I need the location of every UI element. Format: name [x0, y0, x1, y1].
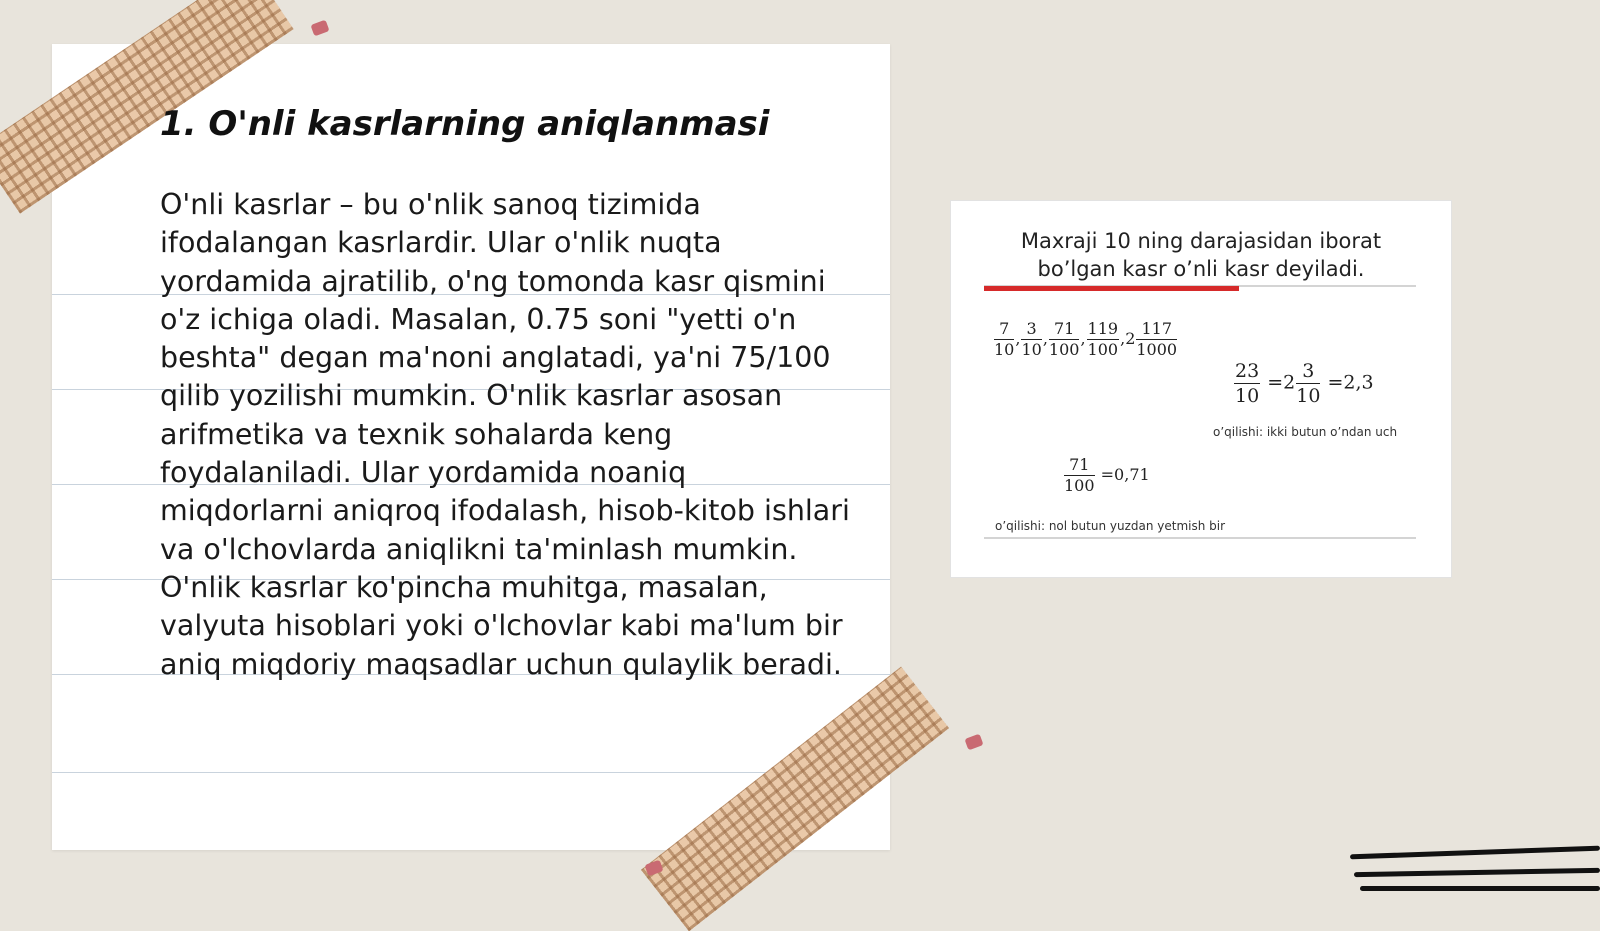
- slide-title: 1. O'nli kasrlarning aniqlanmasi: [160, 104, 770, 144]
- fraction-list: $\frac{7}{10}$ , $\frac{3}{10}$ , $\frac{71}{100}$ , $\frac{119}{100}$ ,2 $\frac{117}{1000}$: [994, 319, 1178, 359]
- stroke: [1350, 846, 1600, 860]
- decimal-fraction-figure: [950, 200, 1452, 578]
- fraction: $\frac{71}{100}$: [1064, 455, 1095, 495]
- stroke: [1354, 868, 1600, 877]
- figure-title: Maxraji 10 ning darajasidan iborat bo’lgan kasr o’nli kasr deyiladi.: [1020, 229, 1382, 281]
- stroke: [1360, 886, 1600, 891]
- fraction: $\frac{7}{10}$: [994, 319, 1015, 359]
- fraction: $\frac{3}{10}$: [1296, 360, 1321, 407]
- mixed-number-example: $\frac{23}{10}$ =2 $\frac{3}{10}$ =2,3: [1235, 360, 1374, 407]
- fraction: $\frac{117}{1000}$: [1136, 319, 1178, 359]
- fraction: $\frac{23}{10}$: [1235, 360, 1260, 407]
- figure-accent-line: [984, 286, 1239, 291]
- fraction: $\frac{119}{100}$: [1087, 319, 1119, 359]
- decimal-example: $\frac{71}{100}$ =0,71: [1064, 455, 1150, 495]
- caption-reading-2: o’qilishi: nol butun yuzdan yetmish bir: [995, 519, 1226, 533]
- tape-tip: [310, 20, 329, 37]
- figure-rule: [984, 537, 1416, 539]
- caption-reading-1: o’qilishi: ikki butun o’ndan uch: [1213, 425, 1398, 439]
- slide-body-text: O'nli kasrlar – bu o'nlik sanoq tizimida ifodalangan kasrlardir. Ular o'nlik nuqta yordamida ajratilib, o'ng tomonda kasr qismini o'z ichiga oladi. Masalan, 0.75 soni "yetti o'n beshta" degan ma'noni anglatadi, ya'ni 75/100 qilib yozilishi mumkin. O'nlik kasrlar asosan arifmetika va texnik sohalarda keng foydalaniladi. Ular yordamida noaniq miqdorlarni aniqroq ifodalash, hisob-kitob ishlari va o'lchovlarda aniqlikni ta'minlash mumkin. O'nlik kasrlar ko'pincha muhitga, masalan, valyuta hisoblari yoki o'lchovlar kabi ma'lum bir aniq miqdoriy maqsadlar uchun qulaylik beradi.: [160, 188, 850, 681]
- fraction: $\frac{3}{10}$: [1021, 319, 1042, 359]
- tape-tip: [964, 734, 983, 751]
- fraction: $\frac{71}{100}$: [1048, 319, 1080, 359]
